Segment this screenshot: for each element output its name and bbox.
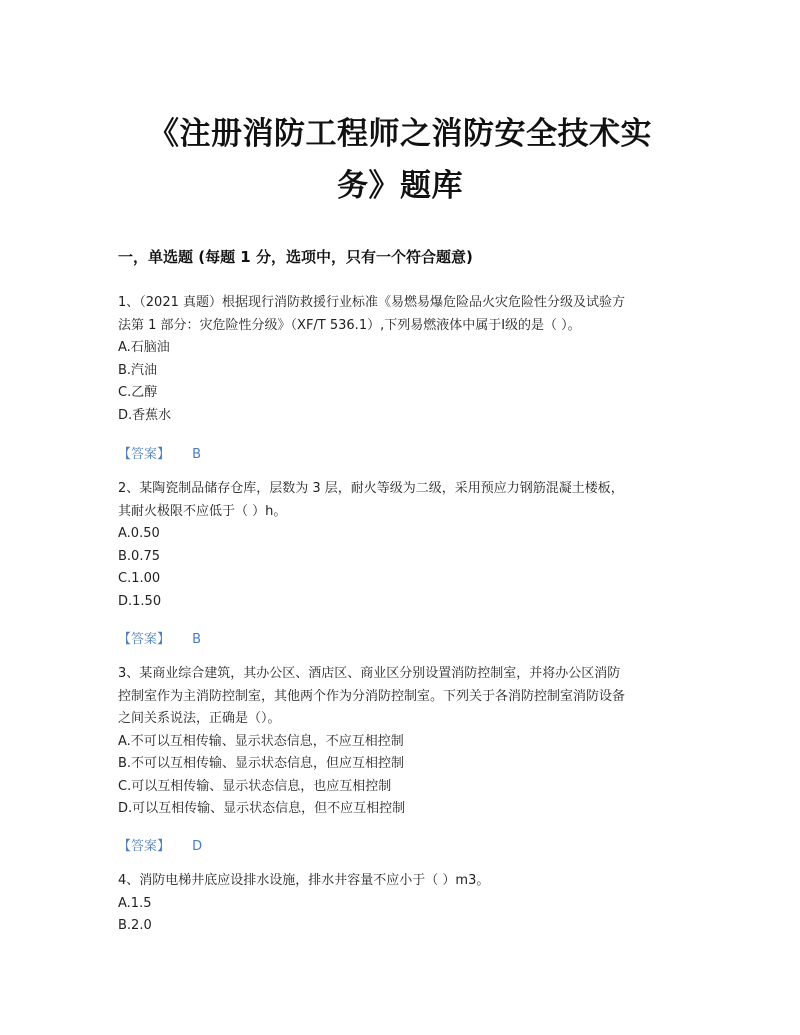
answer-row-2 (118, 628, 201, 647)
section-heading: 一，单选题 (每题 1 分，选项中，只有一个符合题意) (118, 248, 473, 266)
question-stem-line: 法第 1 部分：灾危险性分级》（XF/T 536.1）,下列易燃液体中属于Ⅰ级的是（ ）。 (118, 317, 581, 333)
question-stem-line: 控制室作为主消防控制室，其他两个作为分消防控制室。下列关于各消防控制室消防设备 (118, 688, 626, 704)
question-3 (118, 663, 680, 821)
question-option-d: D.香蕉水 (118, 407, 172, 423)
question-option-b: B.汽油 (118, 362, 158, 378)
answer-value: B (192, 632, 202, 647)
answer-value: D (192, 839, 203, 854)
answer-row-3 (118, 835, 202, 854)
question-stem-line: 4、消防电梯井底应设排水设施，排水井容量不应小于（ ）m3。 (118, 873, 490, 888)
question-option-c: C.可以互相传输、显示状态信息，也应互相控制 (118, 778, 392, 794)
document-title-line-2: 务》题库 (337, 168, 463, 204)
answer-label: 【答案】 (118, 632, 171, 647)
question-1 (118, 292, 680, 427)
question-2 (118, 478, 680, 613)
question-option-a: A.1.5 (118, 895, 152, 911)
question-4 (118, 870, 680, 938)
question-option-a: A.石脑油 (118, 340, 170, 355)
question-stem-line: 2、某陶瓷制品储存仓库，层数为 3 层，耐火等级为二级，采用预应力钢筋混凝土楼板， (118, 481, 624, 496)
question-option-c: C.1.00 (118, 571, 161, 586)
question-option-d: D.可以互相传输、显示状态信息，但不应互相控制 (118, 801, 406, 816)
question-option-b: B.2.0 (118, 918, 152, 933)
answer-value: B (192, 447, 202, 462)
question-option-d: D.1.50 (118, 593, 162, 609)
document-title (110, 108, 690, 212)
question-option-a: A.不可以互相传输、显示状态信息，不应互相控制 (118, 733, 404, 749)
question-option-c: C.乙醇 (118, 385, 158, 400)
question-option-a: A.0.50 (118, 526, 160, 541)
question-option-b: B.0.75 (118, 548, 160, 564)
question-option-b: B.不可以互相传输、显示状态信息，但应互相控制 (118, 756, 405, 771)
answer-label: 【答案】 (118, 447, 171, 462)
question-stem-line: 之间关系说法，正确是（）。 (118, 711, 281, 726)
answer-label: 【答案】 (118, 839, 171, 854)
answer-row-1 (118, 443, 201, 462)
document-title-line-1: 《注册消防工程师之消防安全技术实 (148, 116, 652, 152)
question-stem-line: 3、某商业综合建筑，其办公区、酒店区、商业区分别设置消防控制室，并将办公区消防 (118, 666, 621, 681)
question-stem-line: 其耐火极限不应低于（ ）h。 (118, 503, 287, 519)
question-stem-line: 1、（2021 真题）根据现行消防救援行业标准《易燃易爆危险品火灾危险性分级及试验方 (118, 295, 625, 310)
